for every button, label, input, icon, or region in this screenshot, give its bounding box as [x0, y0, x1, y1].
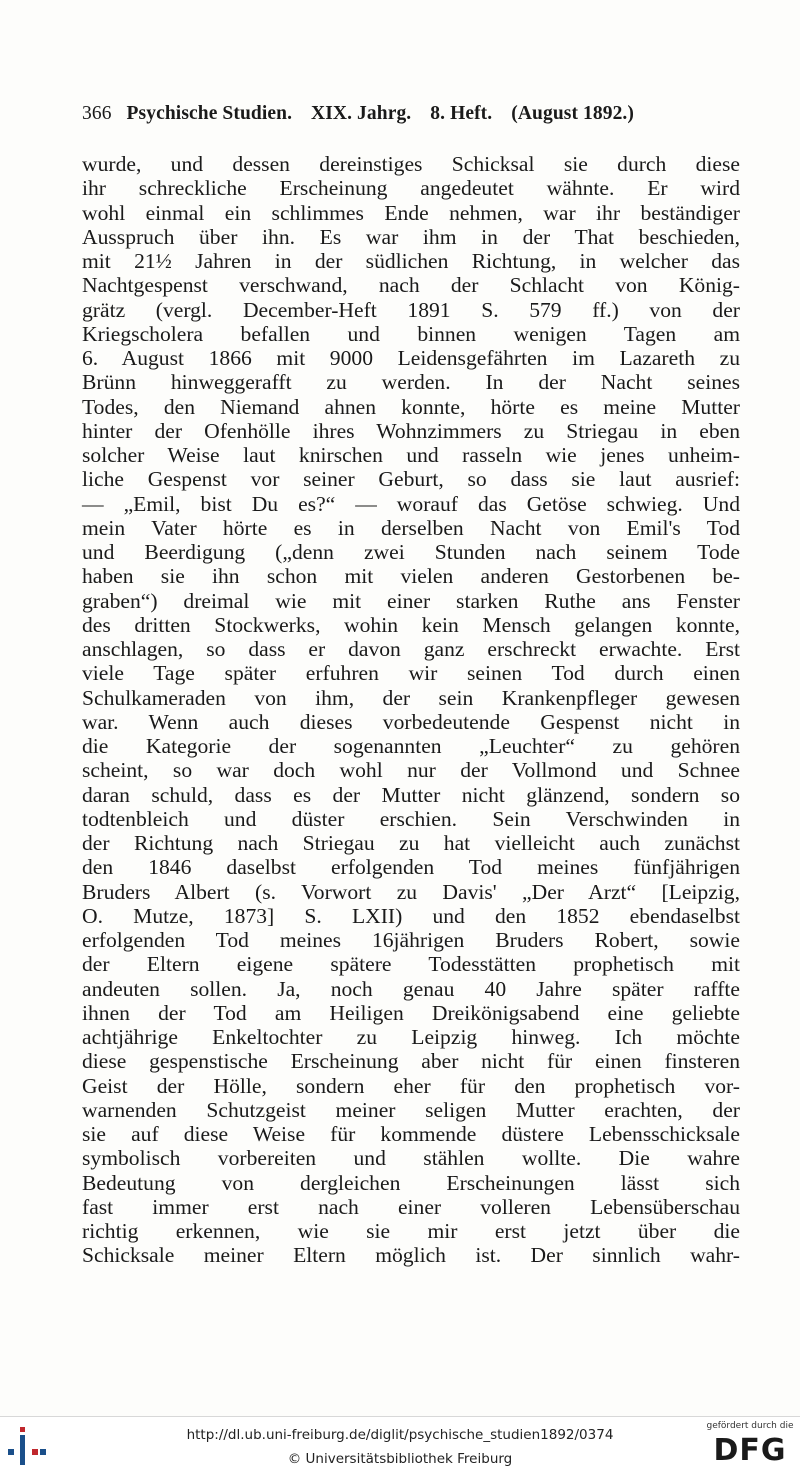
text-line: Brünn hinweggerafft zu werden. In der Nacht seines — [82, 370, 740, 395]
volume-year: XIX. Jahrg. — [311, 103, 412, 124]
text-line: war. Wenn auch dieses vorbedeutende Gespenst nicht in — [82, 709, 740, 734]
text-line: symbolisch vorbereiten und stählen wollte. Die wahre — [82, 1146, 740, 1171]
text-line: achtjährige Enkeltochter zu Leipzig hinweg. Ich möchte — [82, 1025, 740, 1049]
page-number: 366 — [82, 103, 112, 124]
text-line: andeuten sollen. Ja, noch genau 40 Jahre später raffte — [82, 976, 740, 1001]
text-line: Bruders Albert (s. Vorwort zu Davis' „Der Arzt“ [Leipzig, — [82, 879, 740, 904]
copyright-notice: © Universitätsbibliothek Freiburg — [287, 1451, 513, 1467]
issue-date: (August 1892.) — [511, 103, 634, 124]
text-line: warnenden Schutzgeist meiner seligen Mutter erachten, der — [82, 1097, 740, 1122]
issue-number: 8. Heft. — [430, 103, 493, 124]
text-line: anschlagen, so dass er davon ganz erschreckt erwachte. Erst — [82, 637, 740, 661]
text-line: solcher Weise laut knirschen und rasseln wie jenes unheim- — [82, 443, 740, 467]
text-line: todtenbleich und düster erschien. Sein Verschwinden in — [82, 806, 740, 831]
text-line: — „Emil, bist Du es?“ — worauf das Getöse schwieg. Und — [82, 491, 740, 516]
text-line: diese gespenstische Erscheinung aber nicht für einen finsteren — [82, 1049, 740, 1074]
text-line: Todes, den Niemand ahnen konnte, hörte es meine Mutter — [82, 394, 740, 419]
viewer-footer — [0, 1416, 800, 1475]
text-line: und Beerdigung („denn zwei Stunden nach seinem Tode — [82, 540, 740, 564]
text-line: des dritten Stockwerks, wohin kein Mensch gelangen konnte, — [82, 612, 740, 637]
text-line: scheint, so war doch wohl nur der Vollmond und Schnee — [82, 758, 740, 783]
text-line: richtig erkennen, wie sie mir erst jetzt über die — [82, 1219, 740, 1243]
text-line: wohl einmal ein schlimmes Ende nehmen, war ihr beständiger — [82, 200, 740, 225]
text-line: ihr schreckliche Erscheinung angedeutet wähnte. Er wird — [82, 176, 740, 201]
text-line: Ausspruch über ihn. Es war ihm in der That beschieden, — [82, 224, 740, 249]
text-line: Schicksale meiner Eltern möglich ist. Der sinnlich wahr- — [82, 1243, 740, 1268]
text-line: der Richtung nach Striegau zu hat vielleicht auch zunächst — [82, 831, 740, 855]
text-line: grätz (vergl. December-Heft 1891 S. 579 ff.) von der — [82, 297, 740, 322]
text-line: daran schuld, dass es der Mutter nicht glänzend, sondern so — [82, 782, 740, 807]
text-line: Geist der Hölle, sondern eher für den prophetisch vor- — [82, 1073, 740, 1098]
text-line: Kriegscholera befallen und binnen wenigen Tagen am — [82, 321, 740, 346]
text-line: 6. August 1866 mit 9000 Leidensgefährten im Lazareth zu — [82, 346, 740, 370]
text-line: erfolgenden Tod meines 16jährigen Bruders Robert, sowie — [82, 928, 740, 952]
text-line: graben“) dreimal wie mit einer starken Ruthe ans Fenster — [82, 588, 740, 613]
text-line: mit 21½ Jahren in der südlichen Richtung, in welcher das — [82, 249, 740, 273]
text-line: Bedeutung von dergleichen Erscheinungen lässt sich — [82, 1170, 740, 1195]
text-line: sie auf diese Weise für kommende düstere Lebensschicksale — [82, 1122, 740, 1146]
text-line: Schulkameraden von ihm, der sein Krankenpfleger gewesen — [82, 685, 740, 710]
text-line: der Eltern eigene spätere Todesstätten prophetisch mit — [82, 952, 740, 977]
text-line: hinter der Ofenhölle ihres Wohnzimmers zu Striegau in eben — [82, 418, 740, 443]
body-text — [82, 152, 740, 1268]
text-line: Nachtgespenst verschwand, nach der Schlacht von König- — [82, 273, 740, 298]
text-line: wurde, und dessen dereinstiges Schicksal sie durch diese — [82, 152, 740, 176]
text-line: liche Gespenst vor seiner Geburt, so dass sie laut ausrief: — [82, 467, 740, 492]
dfg-logo-text: DFG — [713, 1433, 787, 1468]
text-line: mein Vater hörte es in derselben Nacht von Emil's Tod — [82, 515, 740, 540]
text-line: den 1846 daselbst erfolgenden Tod meines fünfjährigen — [82, 855, 740, 880]
text-line: ihnen der Tod am Heiligen Dreikönigsabend eine geliebte — [82, 1000, 740, 1025]
running-head — [82, 103, 722, 125]
text-line: O. Mutze, 1873] S. LXII) und den 1852 ebendaselbst — [82, 903, 740, 928]
text-line: haben sie ihn schon mit vielen anderen Gestorbenen be- — [82, 564, 740, 589]
journal-title: Psychische Studien. — [126, 103, 293, 124]
dfg-logo — [706, 1421, 794, 1473]
page-url[interactable]: http://dl.ub.uni-freiburg.de/diglit/psychische_studien1892/0374 — [186, 1427, 614, 1443]
text-line: fast immer erst nach einer volleren Lebensüberschau — [82, 1194, 740, 1219]
sponsor-label: gefördert durch die — [706, 1421, 794, 1431]
text-line: viele Tage später erfuhren wir seinen Tod durch einen — [82, 661, 740, 686]
text-line: die Kategorie der sogenannten „Leuchter“ zu gehören — [82, 734, 740, 758]
